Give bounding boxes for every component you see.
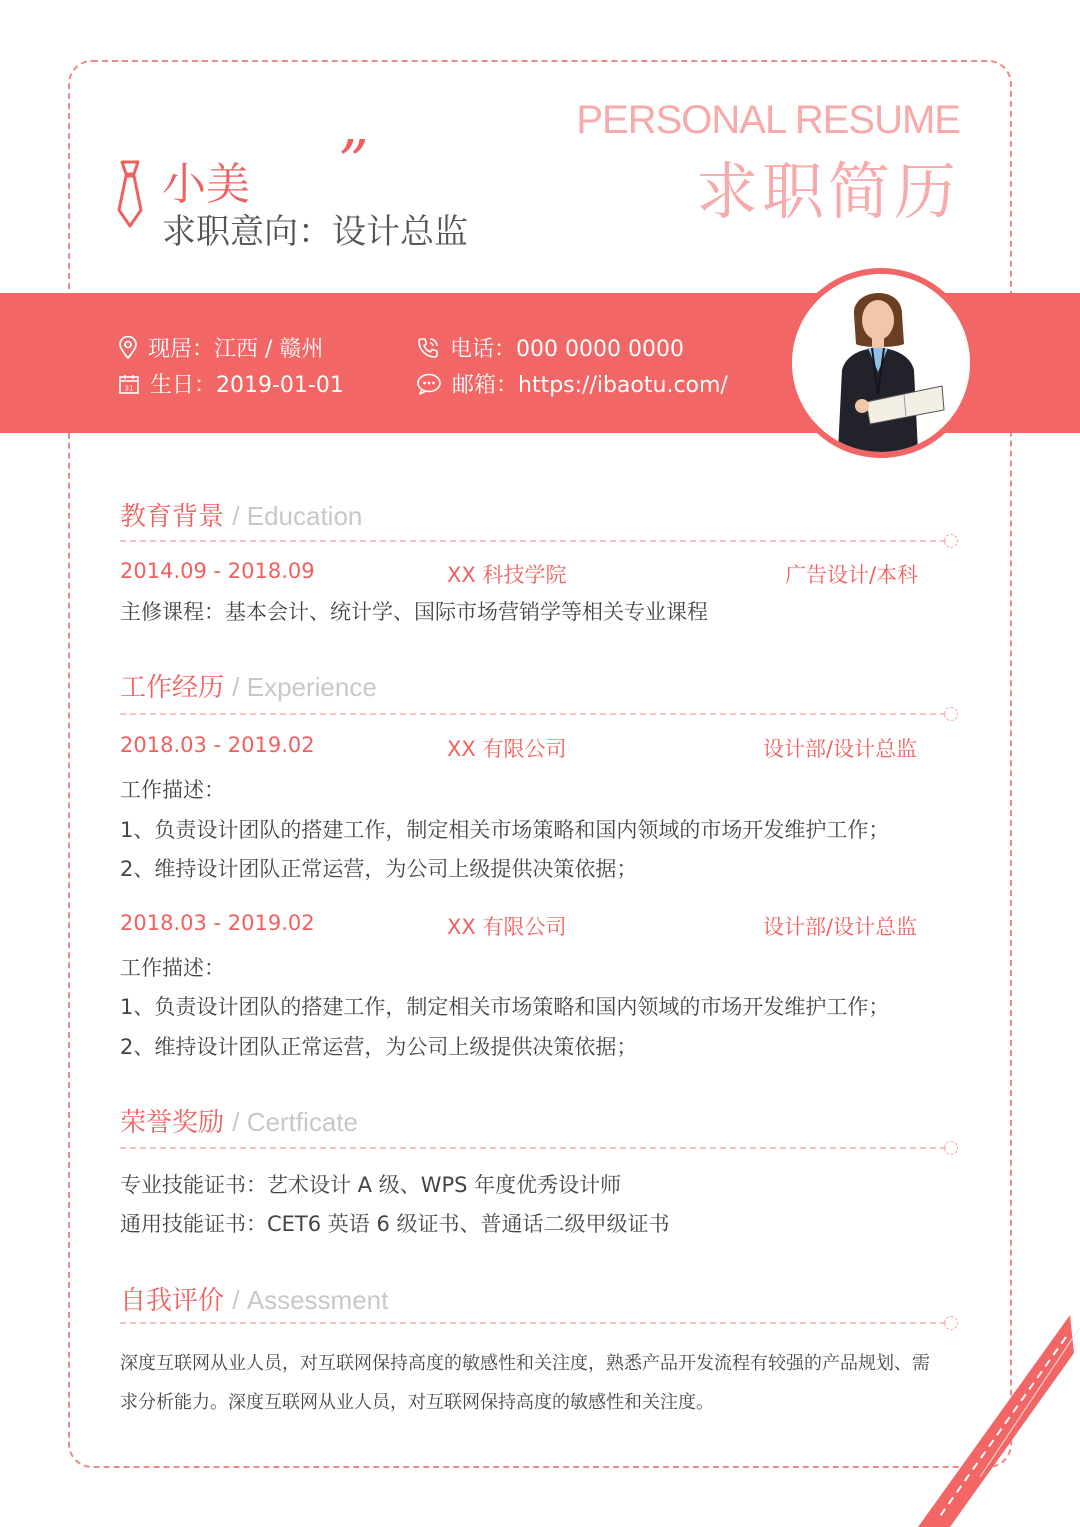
assessment-title-cn: 自我评价: [120, 1286, 225, 1316]
education-title-en: / Education: [232, 501, 363, 531]
title-english: PERSONAL RESUME: [576, 98, 960, 142]
education-section-title: [120, 496, 362, 533]
quote-mark: ”: [338, 128, 369, 198]
experience-divider: [120, 713, 946, 715]
education-period: 2014.09 - 2018.09: [120, 559, 315, 583]
experience-title-en: / Experience: [232, 672, 377, 702]
divider-circle-icon: [944, 707, 958, 721]
experience-title-cn: 工作经历: [120, 673, 225, 703]
education-courses: 主修课程：基本会计、统计学、国际市场营销学等相关专业课程: [120, 600, 708, 624]
job-period: 2018.03 - 2019.02: [120, 733, 315, 757]
corner-ribbon-decoration: [860, 1297, 1080, 1527]
calendar-icon: [118, 373, 140, 395]
job-position: 设计部/设计总监: [763, 737, 918, 761]
profile-photo: [792, 274, 970, 452]
location-icon: [118, 336, 138, 360]
svg-text:31: 31: [124, 384, 134, 392]
honors-divider: [120, 1147, 946, 1149]
job-company: XX 有限公司: [447, 737, 567, 761]
honors-title-en: / Certficate: [232, 1107, 358, 1137]
chat-icon: [416, 373, 442, 395]
education-major: 广告设计/本科: [785, 563, 919, 587]
phone-icon: [416, 336, 440, 360]
honors-section-title: [120, 1102, 358, 1139]
candidate-name: 小美: [162, 159, 250, 210]
job-desc-label: 工作描述：: [120, 778, 225, 802]
job-company: XX 有限公司: [447, 915, 567, 939]
title-chinese: 求职简历: [695, 155, 960, 228]
experience-section-title: [120, 667, 377, 704]
job-desc-line: 1、负责设计团队的搭建工作，制定相关市场策略和国内领域的市场开发维护工作；: [120, 818, 890, 842]
job-period: 2018.03 - 2019.02: [120, 911, 315, 935]
location-text: 现居：江西 / 赣州: [148, 337, 324, 362]
education-divider: [120, 540, 946, 542]
email-info: [416, 368, 728, 399]
phone-text: 电话：000 0000 0000: [450, 337, 684, 362]
email-text: 邮箱：https://ibaotu.com/: [452, 373, 728, 398]
job-position: 设计部/设计总监: [763, 915, 918, 939]
assessment-line: 深度互联网从业人员，对互联网保持高度的敏感性和关注度，熟悉产品开发流程有较强的产品规划、需: [120, 1353, 930, 1374]
job-desc-line: 2、维持设计团队正常运营，为公司上级提供决策依据；: [120, 1035, 638, 1059]
assessment-title-en: / Assessment: [232, 1285, 389, 1315]
assessment-divider: [120, 1322, 946, 1324]
location-info: [118, 332, 323, 363]
honor-line: 专业技能证书：艺术设计 A 级、WPS 年度优秀设计师: [120, 1173, 622, 1197]
honor-line: 通用技能证书：CET6 英语 6 级证书、普通话二级甲级证书: [120, 1212, 670, 1236]
job-desc-line: 1、负责设计团队的搭建工作，制定相关市场策略和国内领域的市场开发维护工作；: [120, 995, 890, 1019]
birthday-info: [118, 368, 344, 399]
job-desc-line: 2、维持设计团队正常运营，为公司上级提供决策依据；: [120, 857, 638, 881]
divider-circle-icon: [944, 534, 958, 548]
birthday-text: 生日：2019-01-01: [150, 373, 344, 398]
phone-info: [416, 332, 684, 363]
honors-title-cn: 荣誉奖励: [120, 1108, 225, 1138]
job-desc-label: 工作描述：: [120, 956, 225, 980]
education-title-cn: 教育背景: [120, 502, 225, 532]
job-intent: 求职意向：设计总监: [162, 212, 468, 252]
assessment-line: 求分析能力。深度互联网从业人员，对互联网保持高度的敏感性和关注度。: [120, 1392, 714, 1413]
assessment-section-title: [120, 1280, 388, 1317]
tie-icon: [116, 160, 144, 230]
divider-circle-icon: [944, 1141, 958, 1155]
education-school: XX 科技学院: [447, 563, 567, 587]
